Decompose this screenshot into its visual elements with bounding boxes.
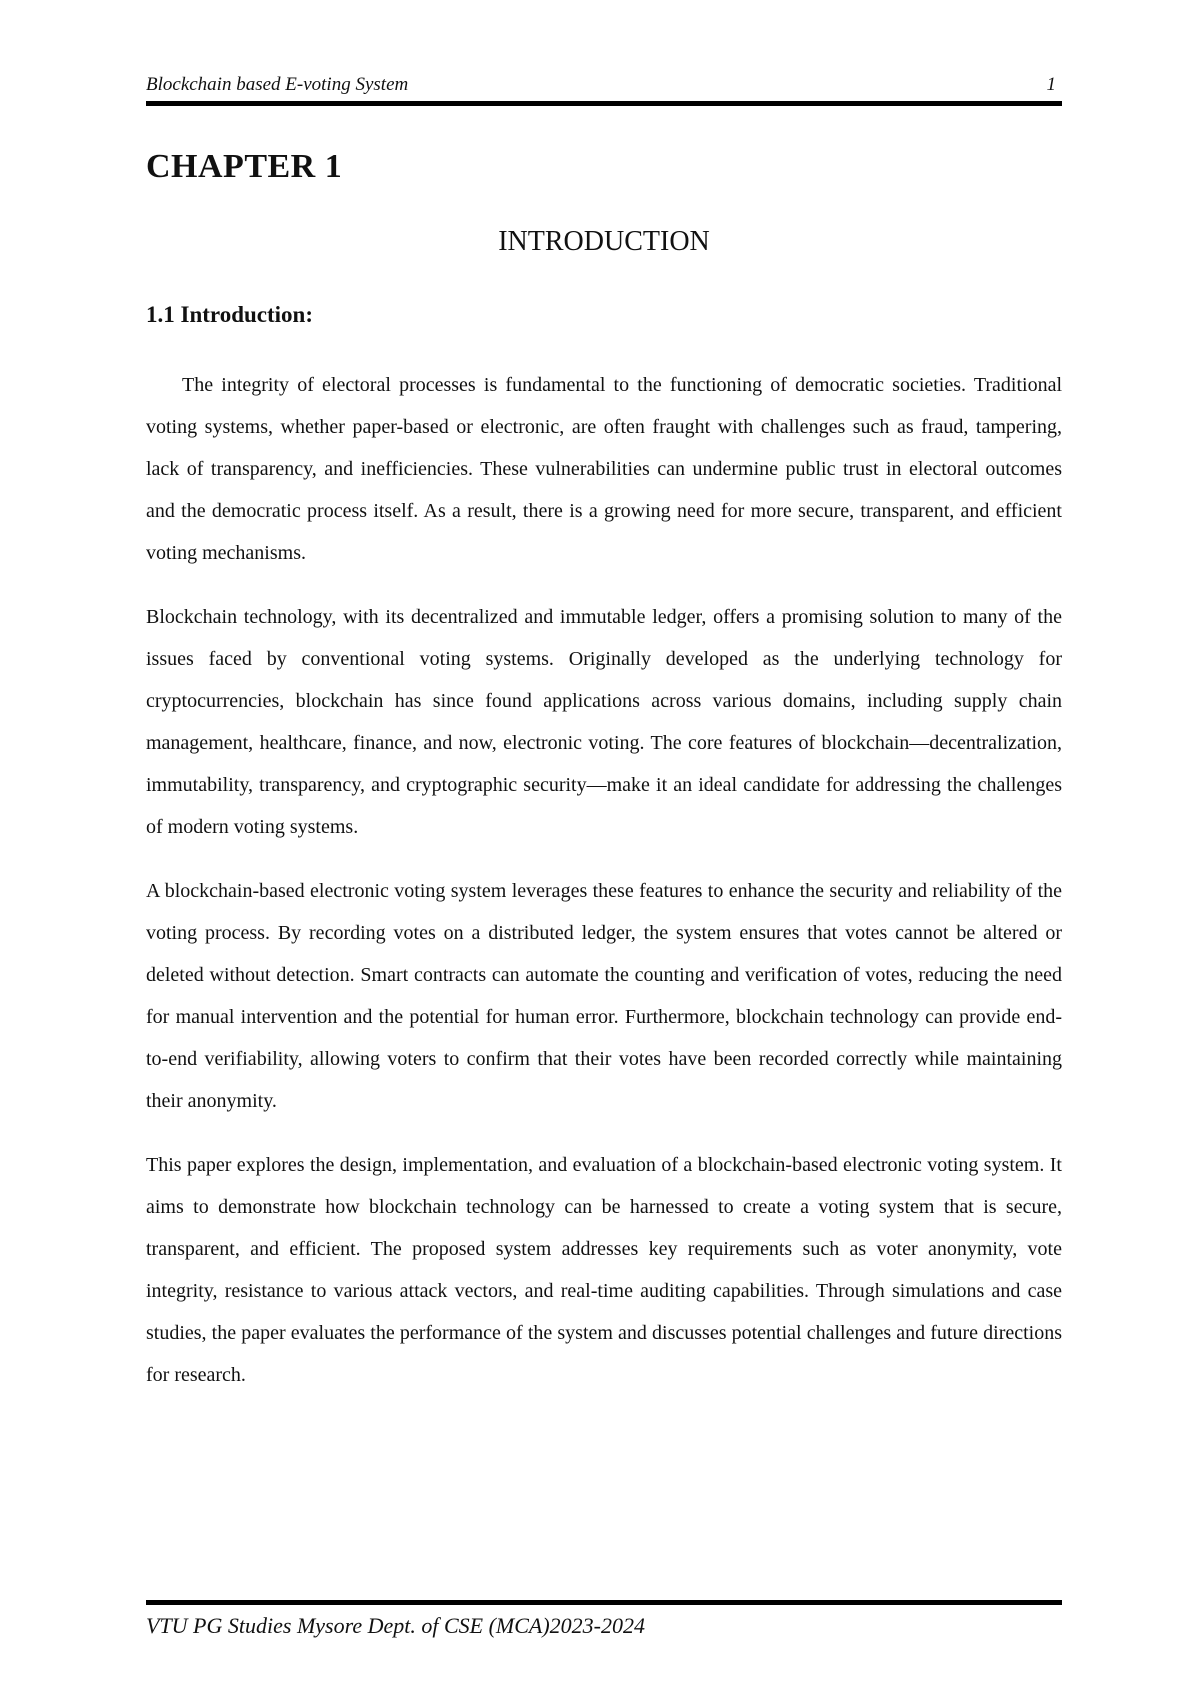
page-number: 1 <box>1046 74 1056 95</box>
paragraph: A blockchain-based electronic voting system leverages these features to enhance the security and reliability of the voting process. By recording votes on a distributed ledger, the system ensures that votes cannot be altered or deleted without detection. Smart contracts can automate the counting and verification of votes, reducing the need for manual intervention and the potential for human error. Furthermore, blockchain technology can provide end-to-end verifiability, allowing voters to confirm that their votes have been recorded correctly while maintaining their anonymity. <box>146 880 1062 1112</box>
footer-rule <box>146 1600 1062 1605</box>
paragraph: Blockchain technology, with its decentralized and immutable ledger, offers a promising solution to many of the issues faced by conventional voting systems. Originally developed as the underlying technology for cryptocurrencies, blockchain has since found applications across various domains, including supply chain management, healthcare, finance, and now, electronic voting. The core features of blockchain—decentralization, immutability, transparency, and cryptographic security—make it an ideal candidate for addressing the challenges of modern voting systems. <box>146 606 1062 838</box>
body-text <box>146 364 1062 1418</box>
header-rule <box>146 101 1062 106</box>
paragraph: The integrity of electoral processes is fundamental to the functioning of democratic societies. Traditional voting systems, whether paper-based or electronic, are often fraught with challenges such as fraud, tampering, lack of transparency, and inefficiencies. These vulnerabilities can undermine public trust in electoral outcomes and the democratic process itself. As a result, there is a growing need for more secure, transparent, and efficient voting mechanisms. <box>146 374 1062 564</box>
page-footer: VTU PG Studies Mysore Dept. of CSE (MCA)2023-2024 <box>146 1613 646 1638</box>
section-title: INTRODUCTION <box>498 226 710 257</box>
chapter-heading: CHAPTER 1 <box>146 148 343 185</box>
page-header <box>146 74 1062 98</box>
header-title: Blockchain based E-voting System <box>146 74 409 95</box>
subsection-heading: 1.1 Introduction: <box>146 302 313 327</box>
paragraph: This paper explores the design, implementation, and evaluation of a blockchain-based electronic voting system. It aims to demonstrate how blockchain technology can be harnessed to create a voting system that is secure, transparent, and efficient. The proposed system addresses key requirements such as voter anonymity, vote integrity, resistance to various attack vectors, and real-time auditing capabilities. Through simulations and case studies, the paper evaluates the performance of the system and discusses potential challenges and future directions for research. <box>146 1154 1062 1386</box>
